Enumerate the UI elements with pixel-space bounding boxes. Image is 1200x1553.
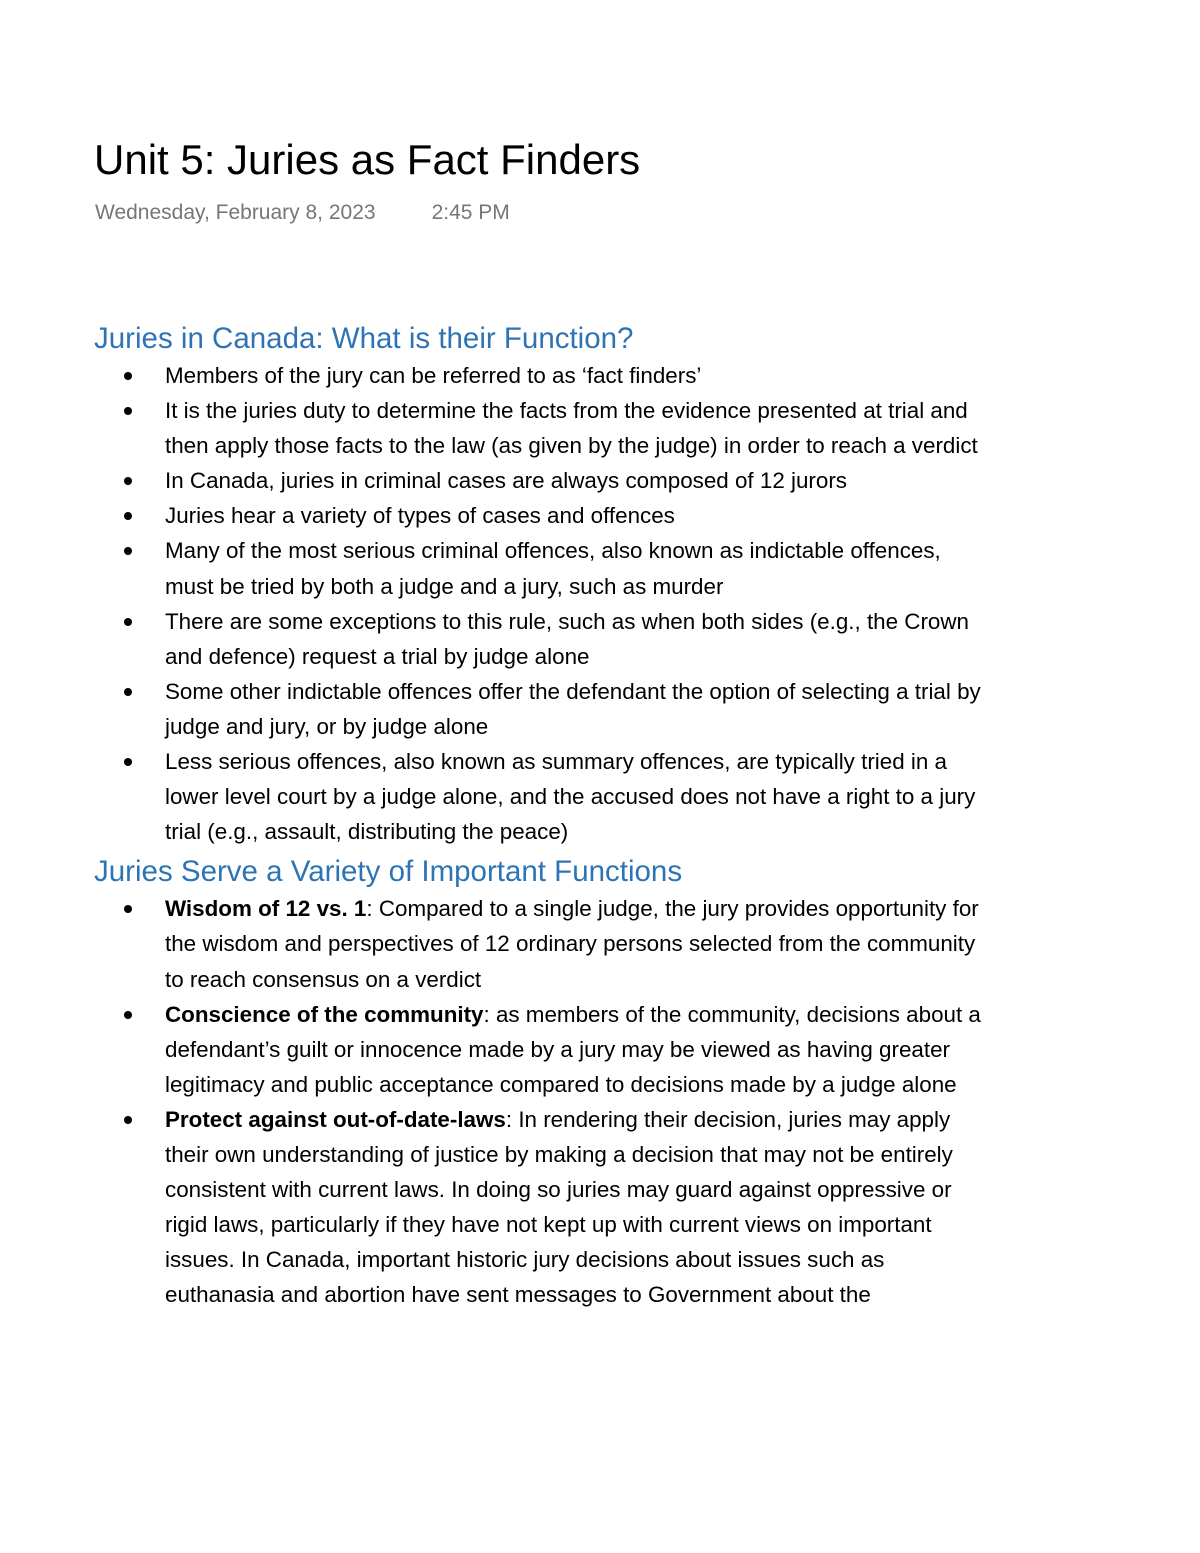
section-heading-important-functions: Juries Serve a Variety of Important Functions (94, 855, 683, 889)
list-item (94, 463, 985, 498)
list-item (94, 674, 985, 744)
list-item (94, 997, 985, 1102)
function-bullet-list (94, 358, 994, 849)
list-item-text: There are some exceptions to this rule, such as when both sides (e.g., the Crown and defence) request a trial by judge alone (165, 608, 969, 669)
list-item-text: : Compared to a single judge, the jury provides opportunity for the wisdom and perspectives of 12 ordinary persons selected from the community to reach consensus on a verdict (165, 896, 979, 992)
list-item (94, 891, 985, 996)
bullet-icon (124, 688, 132, 696)
page-time: 2:45 PM (431, 201, 510, 224)
list-item-text: It is the juries duty to determine the facts from the evidence presented at trial and then apply those facts to the law (as given by the judge) in order to reach a verdict (165, 398, 978, 459)
list-item-text: Many of the most serious criminal offences, also known as indictable offences, must be tried by both a judge and a jury, such as murder (165, 538, 941, 599)
list-item-term: Wisdom of 12 vs. 1 (165, 896, 367, 922)
bullet-icon (124, 618, 132, 626)
list-item (94, 358, 985, 393)
page-title: Unit 5: Juries as Fact Finders (94, 136, 641, 183)
page-date: Wednesday, February 8, 2023 (95, 201, 376, 224)
list-item-text: In Canada, juries in criminal cases are always composed of 12 jurors (165, 468, 847, 494)
bullet-icon (124, 758, 132, 766)
list-item-text: Members of the jury can be referred to as ‘fact finders’ (165, 363, 702, 388)
list-item-term: Protect against out-of-date-laws (165, 1106, 506, 1132)
bullet-icon (124, 1011, 132, 1019)
important-functions-bullet-list (94, 891, 994, 1312)
list-item (94, 498, 985, 533)
list-item (94, 744, 985, 849)
list-item (94, 604, 985, 674)
section-heading-function: Juries in Canada: What is their Function? (94, 322, 634, 355)
list-item-text: Juries hear a variety of types of cases and offences (165, 503, 675, 529)
bullet-icon (124, 372, 132, 380)
list-item-text: : as members of the community, decisions about a defendant’s guilt or innocence made by a jury may be viewed as having greater legitimacy and public acceptance compared to decisions made by a judge alone (165, 1001, 981, 1097)
list-item-text: : In rendering their decision, juries may apply their own understanding of justice by making a decision that may not be entirely consistent with current laws. In doing so juries may guard against oppressive or rigid laws, particularly if they have not kept up with current views on important issues. In Canada, important historic jury decisions about issues such as euthanasia and abortion have sent messages to Government about the (165, 1106, 953, 1308)
bullet-icon (124, 905, 132, 913)
bullet-icon (124, 547, 132, 555)
page-datetime (95, 199, 510, 227)
list-item (94, 1102, 985, 1313)
page-content (94, 318, 994, 1436)
bullet-icon (124, 512, 132, 520)
list-item-term: Conscience of the community (165, 1001, 484, 1027)
list-item-text: Some other indictable offences offer the defendant the option of selecting a trial by judge and jury, or by judge alone (165, 678, 981, 739)
list-item-text: Less serious offences, also known as summary offences, are typically tried in a lower level court by a judge alone, and the accused does not have a right to a jury trial (e.g., assault, distributing the peace) (165, 749, 976, 845)
bullet-icon (124, 1116, 132, 1124)
list-item (94, 533, 985, 603)
list-item (94, 393, 985, 463)
bullet-icon (124, 407, 132, 415)
bullet-icon (124, 477, 132, 485)
